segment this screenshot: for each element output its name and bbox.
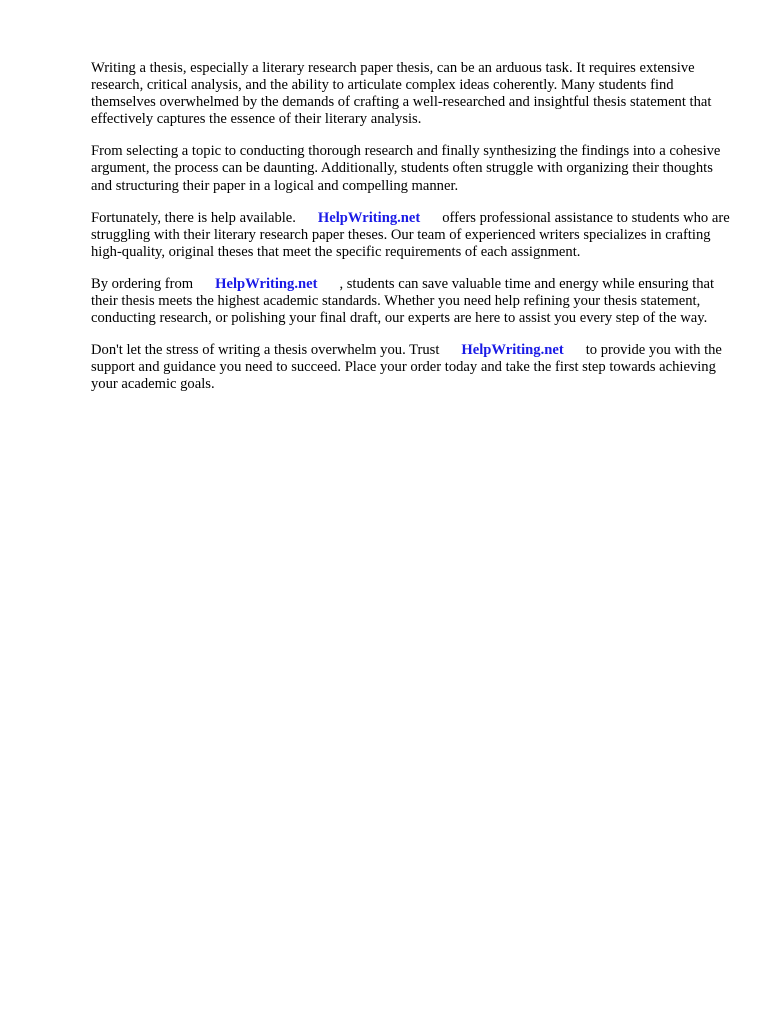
helpwriting-link[interactable]: HelpWriting.net xyxy=(461,342,564,359)
paragraph-ordering xyxy=(91,276,731,327)
paragraph-text: From selecting a topic to conducting thorough research and finally synthesizing the findings into a cohesive argument, the process can be daunting. Additionally, students often struggle with organizing their thoughts and structuring their paper in a logical and compelling manner. xyxy=(91,143,721,194)
helpwriting-link[interactable]: HelpWriting.net xyxy=(317,209,421,226)
paragraph-intro xyxy=(91,60,731,128)
helpwriting-link[interactable]: HelpWriting.net xyxy=(215,275,318,292)
paragraph-text-before: By ordering from xyxy=(91,275,194,292)
paragraph-help-available xyxy=(91,210,731,261)
paragraph-text-before: Fortunately, there is help available. xyxy=(91,209,296,226)
document-page xyxy=(91,60,731,409)
paragraph-text-before: Don't let the stress of writing a thesis overwhelm you. Trust xyxy=(91,342,440,359)
paragraph-text: Writing a thesis, especially a literary research paper thesis, can be an arduous task. It requires extensive research, critical analysis, and the ability to articulate complex ideas coherently. Many students find themselves overwhelmed by the demands of crafting a well-researched and insightful thesis statement that effectively captures the essence of their literary analysis. xyxy=(91,60,712,128)
paragraph-text-after: offers professional assistance to students who are struggling with their literary research paper theses. Our team of experienced writers specializes in crafting high-quality, original theses that meet the specific requirements of each assignment. xyxy=(91,209,730,260)
paragraph-text-after: to provide you with the support and guidance you need to succeed. Place your order today and take the first step towards achieving your academic goals. xyxy=(91,342,722,393)
paragraph-text-after: , students can save valuable time and energy while ensuring that their thesis meets the highest academic standards. Whether you need help refining your thesis statement, conducting research, or polishing your final draft, our experts are here to assist you every step of the way. xyxy=(91,275,715,327)
paragraph-process xyxy=(91,143,731,194)
paragraph-closing xyxy=(91,342,731,393)
